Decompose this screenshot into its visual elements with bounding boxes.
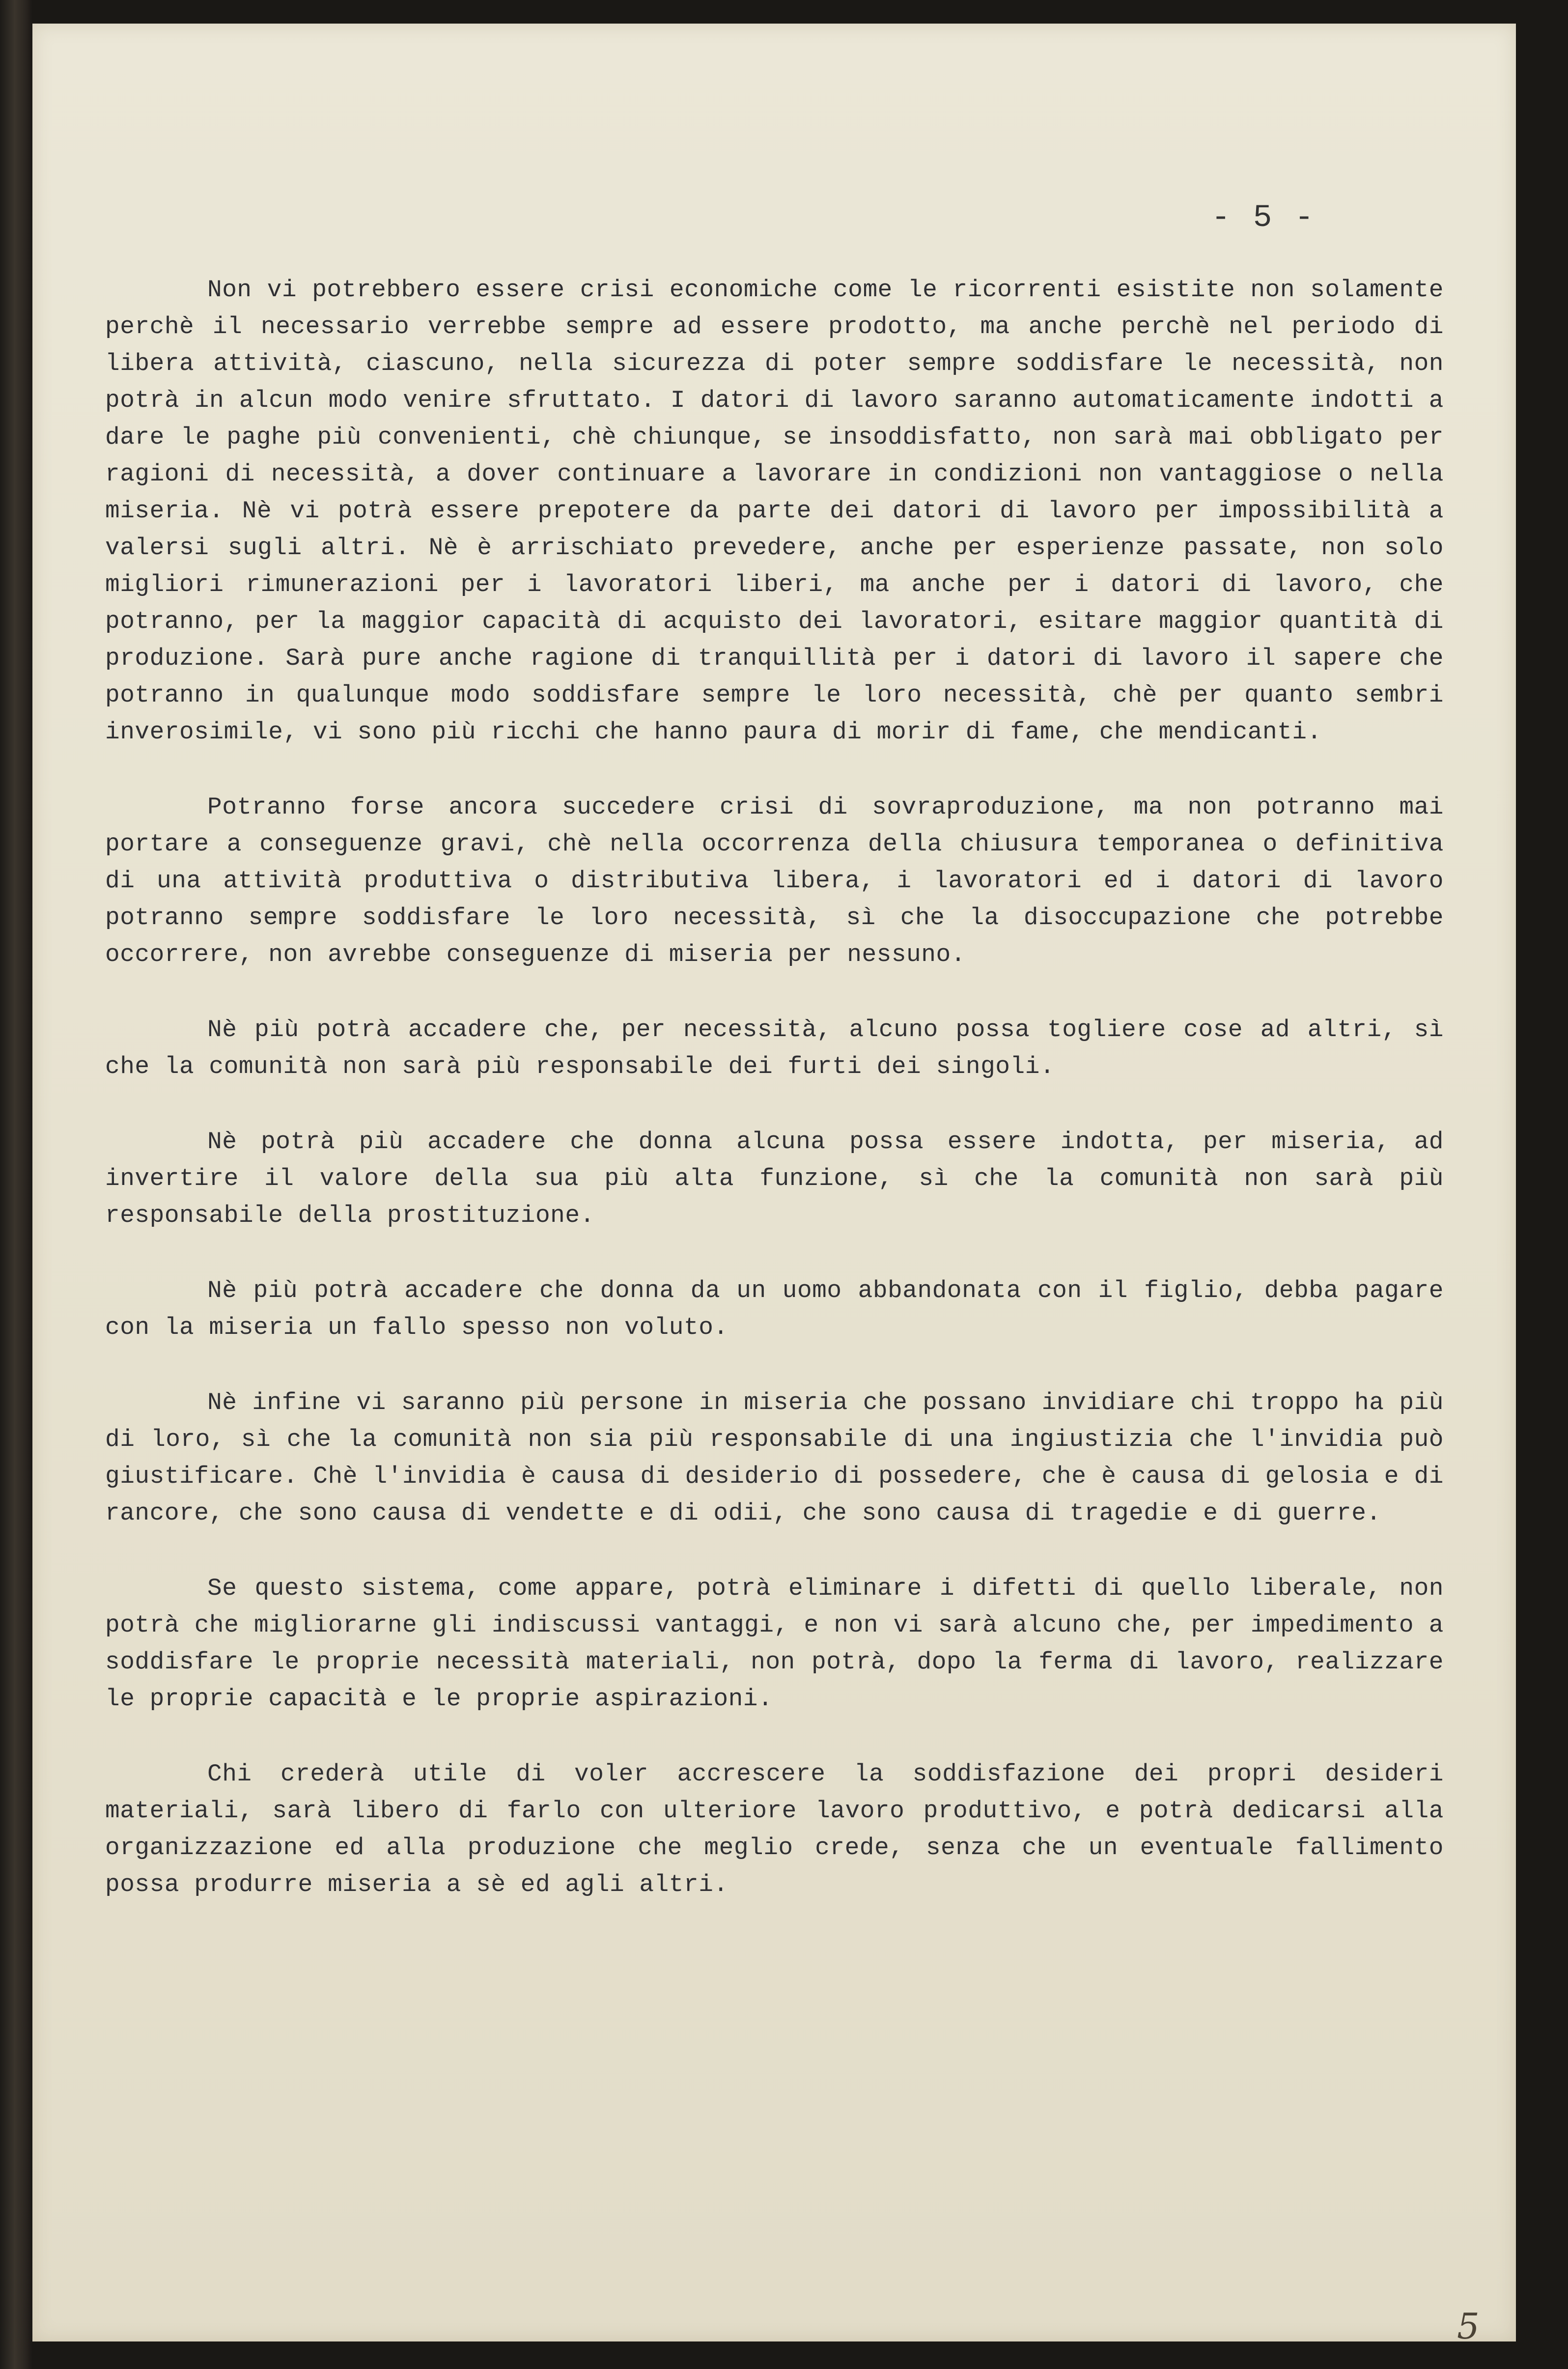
paragraph: Potranno forse ancora succedere crisi di sovraproduzione, ma non potranno mai portare a conseguenze gravi, chè nella occorrenza della chiusura temporanea o definitiva di una attività produttiva o distributiva libera, i lavoratori ed i datori di lavoro potranno sempre soddisfare le loro necessità, sì che la disoccupazione che potrebbe occorrere, non avrebbe conseguenze di miseria per nessuno. <box>105 793 1444 968</box>
paragraph: Nè più potrà accadere che, per necessità, alcuno possa togliere cose ad altri, sì che la comunità non sarà più responsabile dei furti dei singoli. <box>105 1016 1444 1080</box>
paragraph: Non vi potrebbero essere crisi economiche come le ricorrenti esistite non solamente perchè il necessario verrebbe sempre ad essere prodotto, ma anche perchè nel periodo di libera attività, ciascuno, nella sicurezza di poter sempre soddisfare le necessità, non potrà in alcun modo venire sfruttato. I datori di lavoro saranno automaticamente indotti a dare le paghe più convenienti, chè chiunque, se insoddisfatto, non sarà mai obbligato per ragioni di necessità, a dover continuare a lavorare in condizioni non vantaggiose o nella miseria. Nè vi potrà essere prepotere da parte dei datori di lavoro per impossibilità a valersi sugli altri. Nè è arrischiato prevedere, anche per esperienze passate, non solo migliori rimunerazioni per i lavoratori liberi, ma anche per i datori di lavoro, che potranno, per la maggior capacità di acquisto dei lavoratori, esitare maggior quantità di produzione. Sarà pure anche ragione di tranquillità per i datori di lavoro il sapere che potranno in qualunque modo soddisfare sempre le loro necessità, chè per quanto sembri inverosimile, vi sono più ricchi che hanno paura di morir di fame, che mendicanti. <box>105 276 1444 746</box>
handwritten-page-mark: 5 <box>1457 2306 1480 2347</box>
document-page <box>32 24 1516 2347</box>
paragraph: Nè infine vi saranno più persone in miseria che possano invidiare chi troppo ha più di loro, sì che la comunità non sia più responsabile di una ingiustizia che l'invidia può giustificare. Chè l'invidia è causa di desiderio di possedere, che è causa di gelosia e di rancore, che sono causa di vendette e di odii, che sono causa di tragedie e di guerre. <box>105 1389 1444 1527</box>
document-body <box>105 272 1444 1903</box>
paragraph: Nè più potrà accadere che donna da un uomo abbandonata con il figlio, debba pagare con la miseria un fallo spesso non voluto. <box>105 1277 1444 1341</box>
paragraph: Chi crederà utile di voler accrescere la soddisfazione dei propri desideri materiali, sarà libero di farlo con ulteriore lavoro produttivo, e potrà dedicarsi alla organizzazione ed alla produzione che meglio crede, senza che un eventuale fallimento possa produrre miseria a sè ed agli altri. <box>105 1760 1444 1898</box>
paragraph: Nè potrà più accadere che donna alcuna possa essere indotta, per miseria, ad invertire il valore della sua più alta funzione, sì che la comunità non sarà più responsabile della prostituzione. <box>105 1128 1444 1229</box>
page-number: - 5 - <box>1211 200 1316 236</box>
paragraph: Se questo sistema, come appare, potrà eliminare i difetti di quello liberale, non potrà che migliorarne gli indiscussi vantaggi, e non vi sarà alcuno che, per impedimento a soddisfare le proprie necessità materiali, non potrà, dopo la ferma di lavoro, realizzare le proprie capacità e le proprie aspirazioni. <box>105 1575 1444 1713</box>
